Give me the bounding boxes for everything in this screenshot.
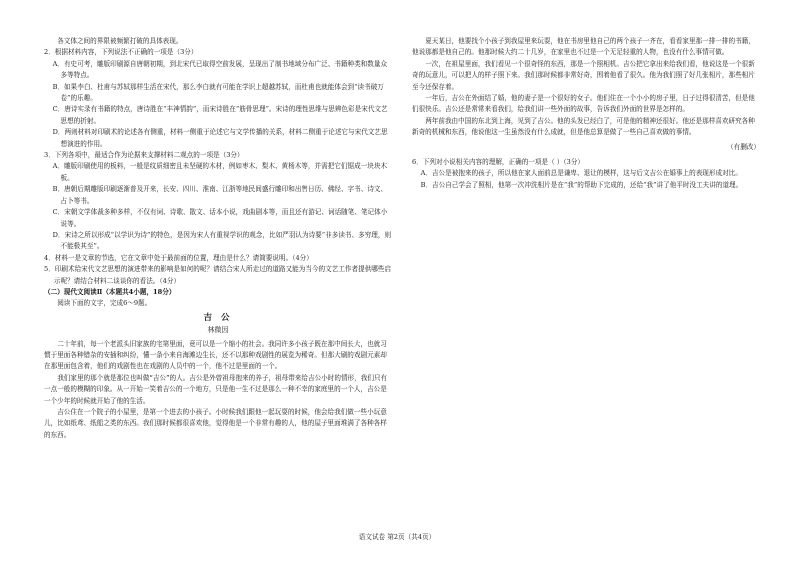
story-paragraph: 两年前我由中国的东北到上海，见到了吉公。他的头发已经白了，可是他的精神还很好。他还是那样喜欢研究各种新奇的机械和东西，他说他这一生虽然没有什么成就，但是他总算是做了一些自己喜欢做的事情。 [412,116,755,137]
question-3-option-c: C．宋朝文学体裁多种多样，不仅有词、诗歌、散文、话本小说，戏曲剧本等，而且还有游记、词话随笔、笔记体小说等。 [52,208,388,228]
question-6-option-b: B．吉公自己学会了照相，他第一次冲洗相片是在“我”的帮助下完成的，还给“我”讲了他平时没工夫讲的道理。 [420,180,743,189]
question-2-stem: 2．根据材料内容，下列说法不正确的一项是（3分） [44,48,198,57]
story-author: 林微因 [207,326,229,335]
section-instruction: 阅读下面的文字，完成6～9题。 [57,299,152,308]
source-note: （有删改） [727,142,760,151]
question-6-option-a: A．吉公是被抱来的孩子，所以他在家人面前总是谦卑、退让的模样，这与后文吉公在婚事上的表现形成对比。 [420,169,742,178]
story-paragraph: 二十年前，每一个老派头旧家族的宅第里面，竟可以是一个缩小的社会。我同许多小孩子既在那中间长大，也就习惯于里面各种错杂的安插和纠纷，懂一条小来自海滩边生长，还不以那种戏剧性的展览为稀奇。但那大刷的戏剧元素却在那里面包含着，他们的戏剧性也在戏剧的人员中的一个，他不过是里面的一个。 [44,339,387,371]
question-3-option-a: A．雕版印刷使用的板料，一般是纹质细密且未坚硬的木材，例如枣木、梨木、黄杨木等，并需把它们锯成一块块木板。 [52,162,388,182]
question-3-option-b: B．唐朝后期雕版印刷逐渐普及开来，长安、四川、淮南、江浙等地民间盛行雕印和出售日历、佛经、字书、诗文、占卜等书。 [52,185,388,205]
question-3-option-d: D．宋诗之所以形成“以学识为诗”的特色，是因为宋人有重视学识的观念，比如严羽认为诗要“非多读书、多穷理，则不能极其至”。 [52,230,392,251]
story-paragraph: 我们家里的那个就是那位也叫做“吉公”的人。吉公是外曾祖母抱来的养子，祖母带来给吉公小时的情形，我们只有一点一般的模糊的印象。从一开始一笑着吉公的一个地方，只是他一生不过是那么一种不幸的家庭里的一个人，吉公是一个少年的时候就开始了他的生活。 [44,373,388,405]
question-3-stem: 3．下列各项中，最适合作为论据来支撑材料二观点的一项是（3分） [44,151,244,160]
story-paragraph: 一年后，吉公在外面结了婚，他的妻子是一个很好的女子。他们住在一个小小的房子里，日子过得很清苦，但是他们很快乐。吉公还是常常来看我们，给我们讲一些外面的故事，告诉我们外面的世界是怎样的。 [412,94,755,114]
page-footer: 语文试卷 第2页（共4页） [358,533,436,541]
question-2-option-c: C．唐诗实录有书籍的特点，唐诗胜在“丰神情韵”，而宋诗胜在“筋骨思理”。宋诗的理性思维与思辨色彩是宋代文艺思想的折射。 [52,105,388,125]
story-paragraph: 一次，在祖屋里面，我们看见一个很奇怪的东西，那是一个照相机。吉公把它拿出来给我们看，他说这是一个很新奇的玩意儿，可以把人的样子照下来。我们那时候都非常好奇，围着他看了很久。他为我们照了好几张相片，那些相片至今还保存着。 [412,59,755,91]
section-heading: （二）现代文阅读Ⅱ（本题共4小题，18分） [44,287,176,296]
question-5: 5．印刷术给宋代文艺思想的演进带来的影响是如何的呢？请结合宋人所走过的道路又能为当今的文艺工作者提供哪些启示呢？请结合材料二谈谈你的看法。（4分） [44,265,392,285]
question-4: 4．材料一是文章的节选，它在文章中处于最前面的位置，理由是什么？请简要说明。（4分） [44,253,313,262]
story-body-right [412,36,760,139]
question-2-option-d: D．两则材料对印刷术的论述各有侧重，材料一侧重于论述它与文学传播的关系，材料二侧重于论述它与宋代文艺思想演进的作用。 [52,128,388,148]
story-body-left [44,339,392,442]
question-6-stem: 6．下列对小说相关内容的理解，正确的一项是（ ）（3分） [412,158,585,167]
question-2-option-b: B．如果李白、杜甫与苏轼那样生活在宋代，那么李白就有可能在学识上超越苏轼，而杜甫也就能体会到“读书破万卷”的乐趣。 [52,82,384,103]
story-title: 吉 公 [203,312,233,323]
left-column [44,36,392,441]
story-paragraph: 吉公住在一个院子的小屋里，是第一个进去的小孩子。小时候我们跟他一起玩耍的时候，他会给我们做一些小玩意儿，比如纸鸢、纸船之类的东西。我们那时候都很喜欢他，觉得他是一个非常有趣的人，他的屋子里面堆满了各种各样的东西。 [44,408,387,439]
question-2-option-a: A．有史可考，雕版印刷源自唐朝初期，到北宋代已取得空前发展，呈现出了制书地域分布广泛、书籍种类和数量众多等特点。 [52,59,388,80]
material-tail: 各文体之间的界限被频繁打破的具体表现。 [57,37,183,45]
story-paragraph: 夏天某日，他要找个小孩子到我屋里来玩耍，他在书房里他自己的两个孩子一齐在，看看家里那一排一排的书籍，他说那都是他自己的。他那时候大约二十几岁，在家里也不过是一个无足轻重的人物，也没有什么事情可做。 [412,37,755,57]
right-column [412,36,760,191]
